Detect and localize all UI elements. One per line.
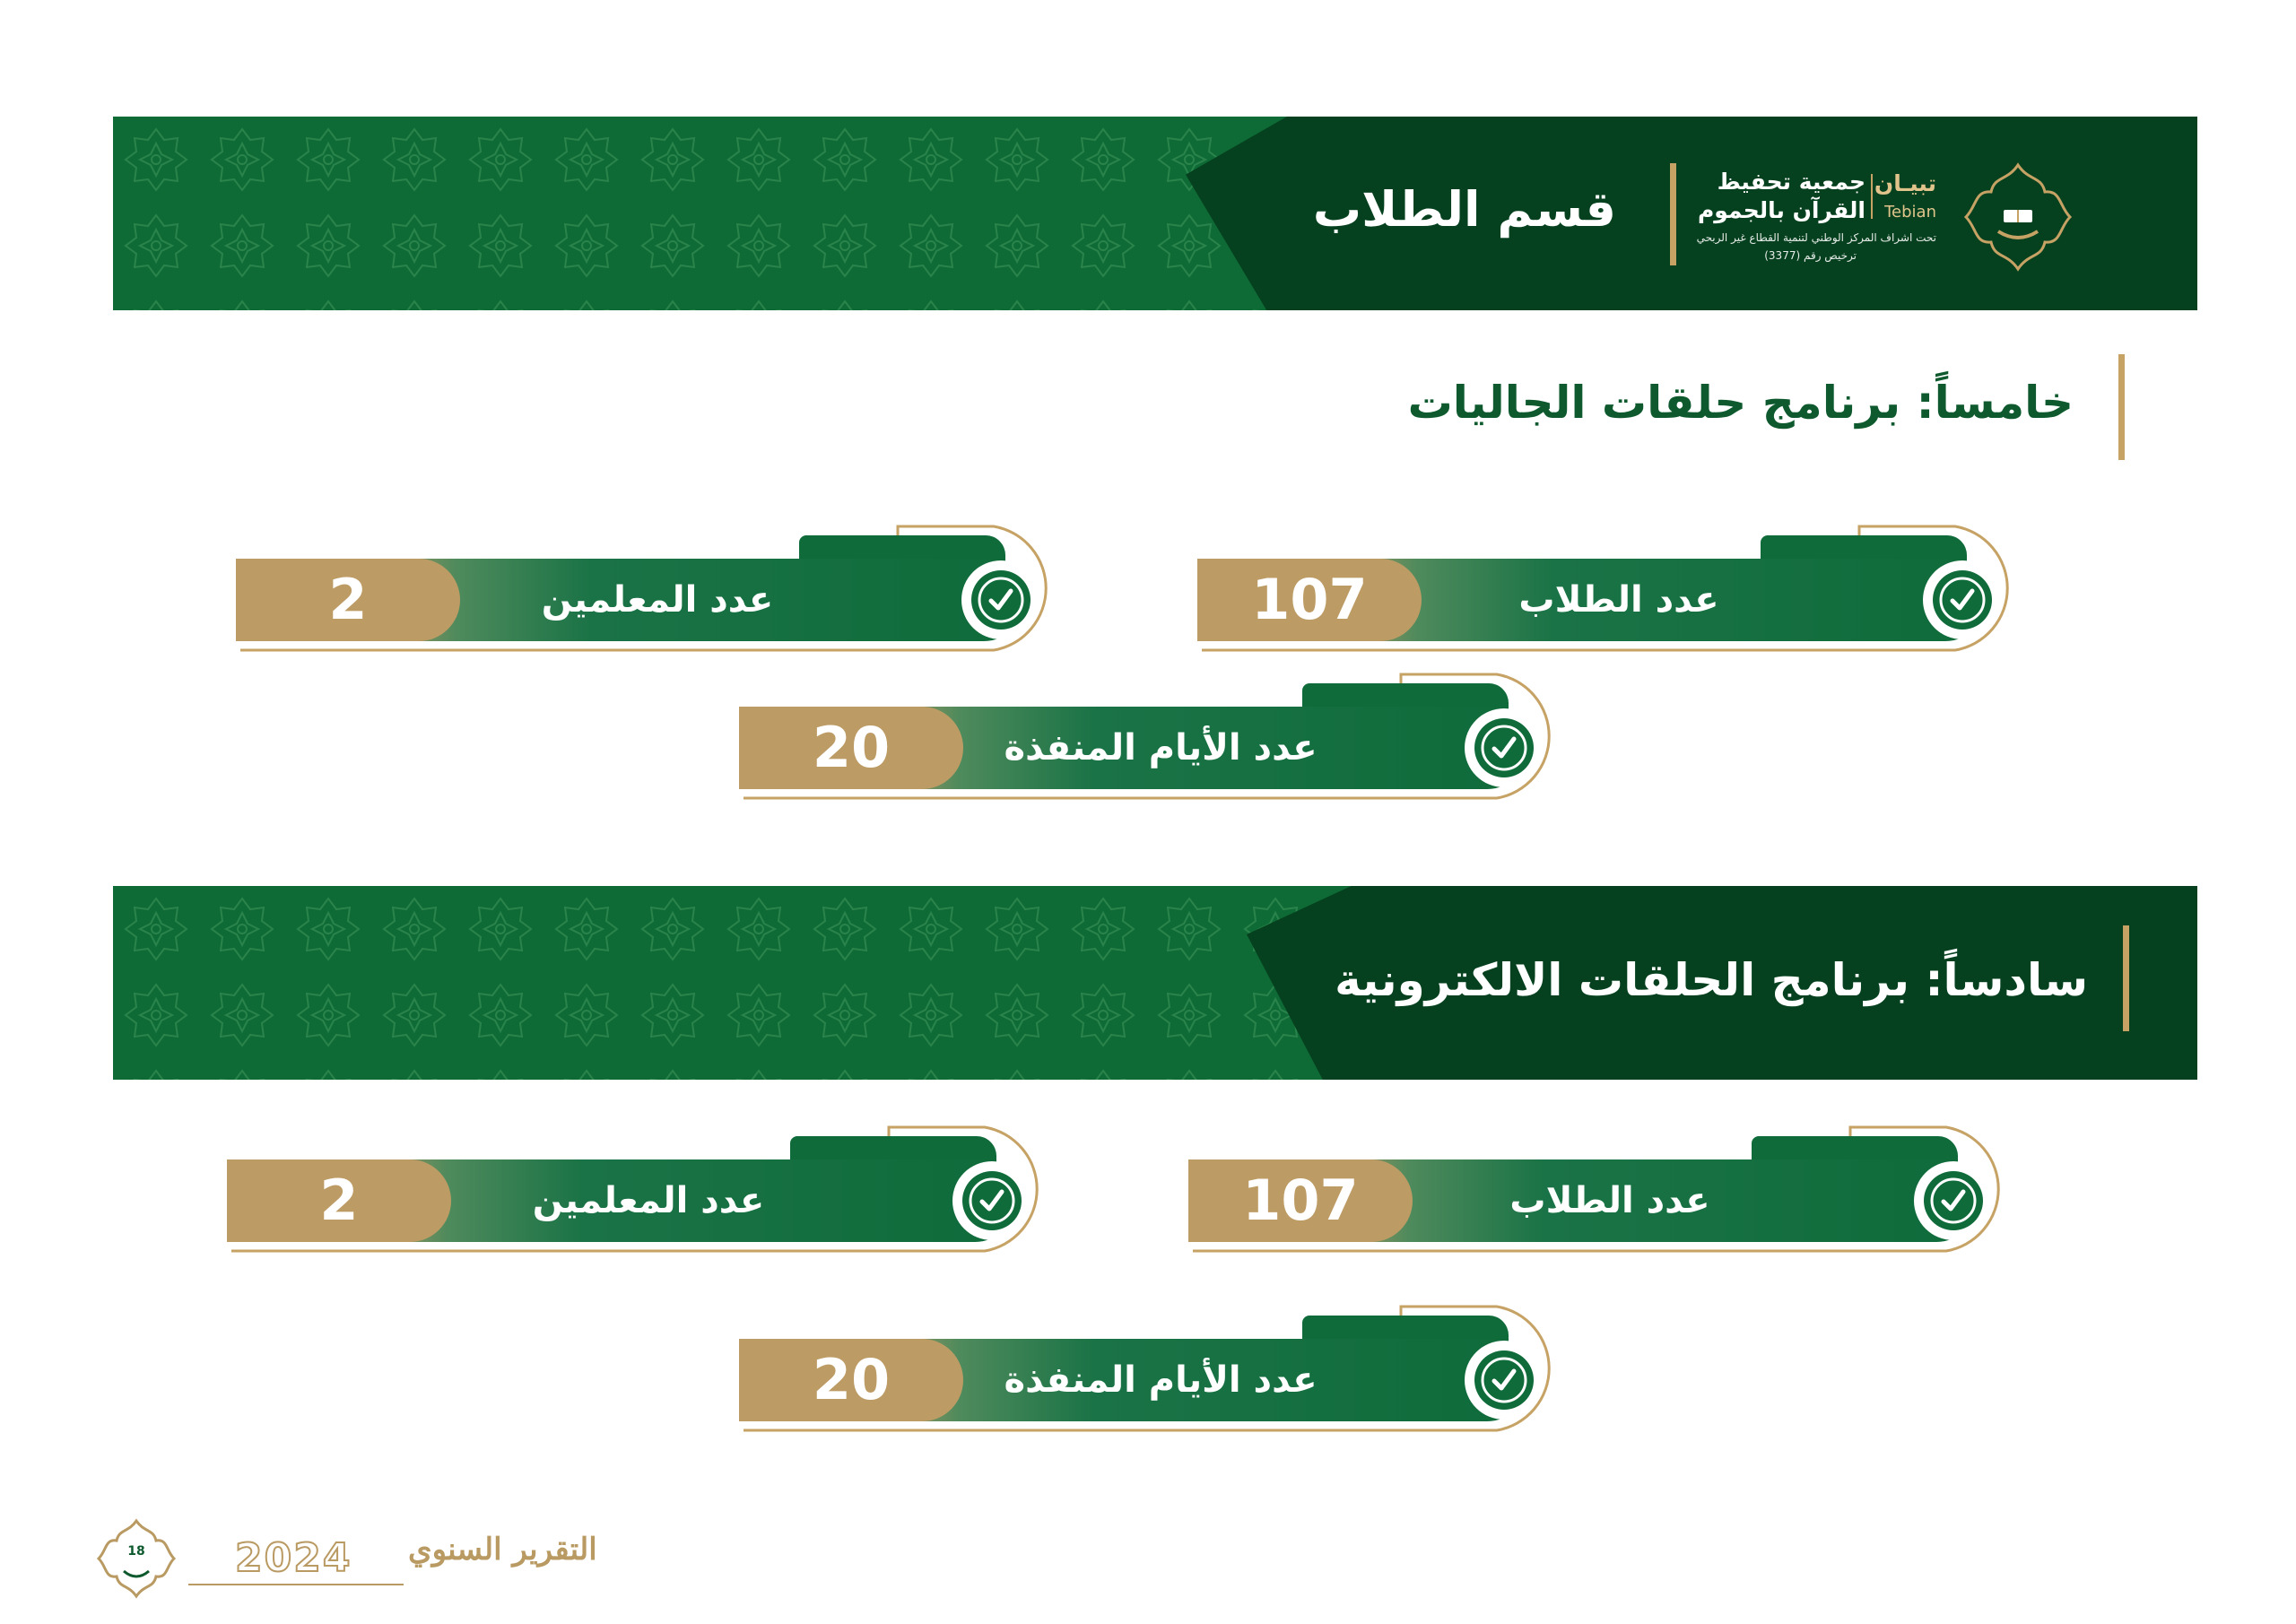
stat-card-teachers xyxy=(236,525,1061,659)
logo-inner-divider xyxy=(1871,174,1873,219)
logo-name-line1: جمعية تحفيظ xyxy=(1717,169,1866,195)
header-divider xyxy=(1670,163,1676,265)
stat-card-days xyxy=(739,1305,1564,1439)
stat-label: عدد الطلاب xyxy=(1518,579,1719,621)
department-title: قسم الطلاب xyxy=(1312,181,1616,238)
check-circle-icon xyxy=(951,1151,1051,1251)
check-circle-icon xyxy=(1463,1330,1563,1430)
section-6-banner xyxy=(113,886,2197,1080)
footer-report-name: التقرير السنوي xyxy=(408,1532,597,1568)
page-number: 18 xyxy=(127,1544,145,1559)
logo-name-line2: القرآن بالجموم xyxy=(1697,197,1866,223)
check-circle-icon xyxy=(1912,1151,2013,1251)
stat-card-students xyxy=(1197,525,2022,659)
section-title-5: خامساً: برنامج حلقات الجاليات xyxy=(1407,377,2074,429)
logo-supervision: تحت اشراف المركز الوطني لتنمية القطاع غير الربحي xyxy=(1696,231,1936,244)
footer-year: 2024 xyxy=(235,1535,352,1581)
stat-value: 2 xyxy=(328,567,368,632)
stat-value: 107 xyxy=(1251,567,1368,632)
stat-label: عدد المعلمين xyxy=(541,579,774,621)
section-6-title-bar xyxy=(2123,925,2129,1031)
stat-label: عدد الأيام المنفذة xyxy=(1004,1359,1318,1401)
stat-label: عدد الأيام المنفذة xyxy=(1004,727,1318,769)
header-banner xyxy=(113,117,2197,310)
section-5-title-bar xyxy=(2118,354,2125,460)
footer-line xyxy=(188,1584,404,1585)
star-flower-ornament-icon xyxy=(93,1515,179,1602)
stat-card-teachers xyxy=(227,1125,1052,1260)
section-title-6: سادساً: برنامج الحلقات الالكترونية xyxy=(1335,954,2088,1006)
stat-label: عدد المعلمين xyxy=(532,1180,765,1221)
logo-license: ترخيص رقم (3377) xyxy=(1764,249,1857,262)
check-circle-icon xyxy=(1921,550,2022,650)
check-circle-icon xyxy=(1463,698,1563,798)
stat-value: 20 xyxy=(812,715,891,780)
stat-label: عدد الطلاب xyxy=(1509,1180,1710,1221)
stat-value: 107 xyxy=(1242,1168,1359,1233)
stat-card-students xyxy=(1188,1125,2013,1260)
stat-card-days xyxy=(739,673,1564,807)
check-circle-icon xyxy=(960,550,1060,650)
logo-brand-ar: تبيـان xyxy=(1874,170,1936,196)
logo-brand-en: Tebian xyxy=(1884,203,1936,221)
stat-value: 2 xyxy=(319,1168,359,1233)
tebian-logo-icon xyxy=(1955,154,2081,280)
stat-value: 20 xyxy=(812,1347,891,1412)
